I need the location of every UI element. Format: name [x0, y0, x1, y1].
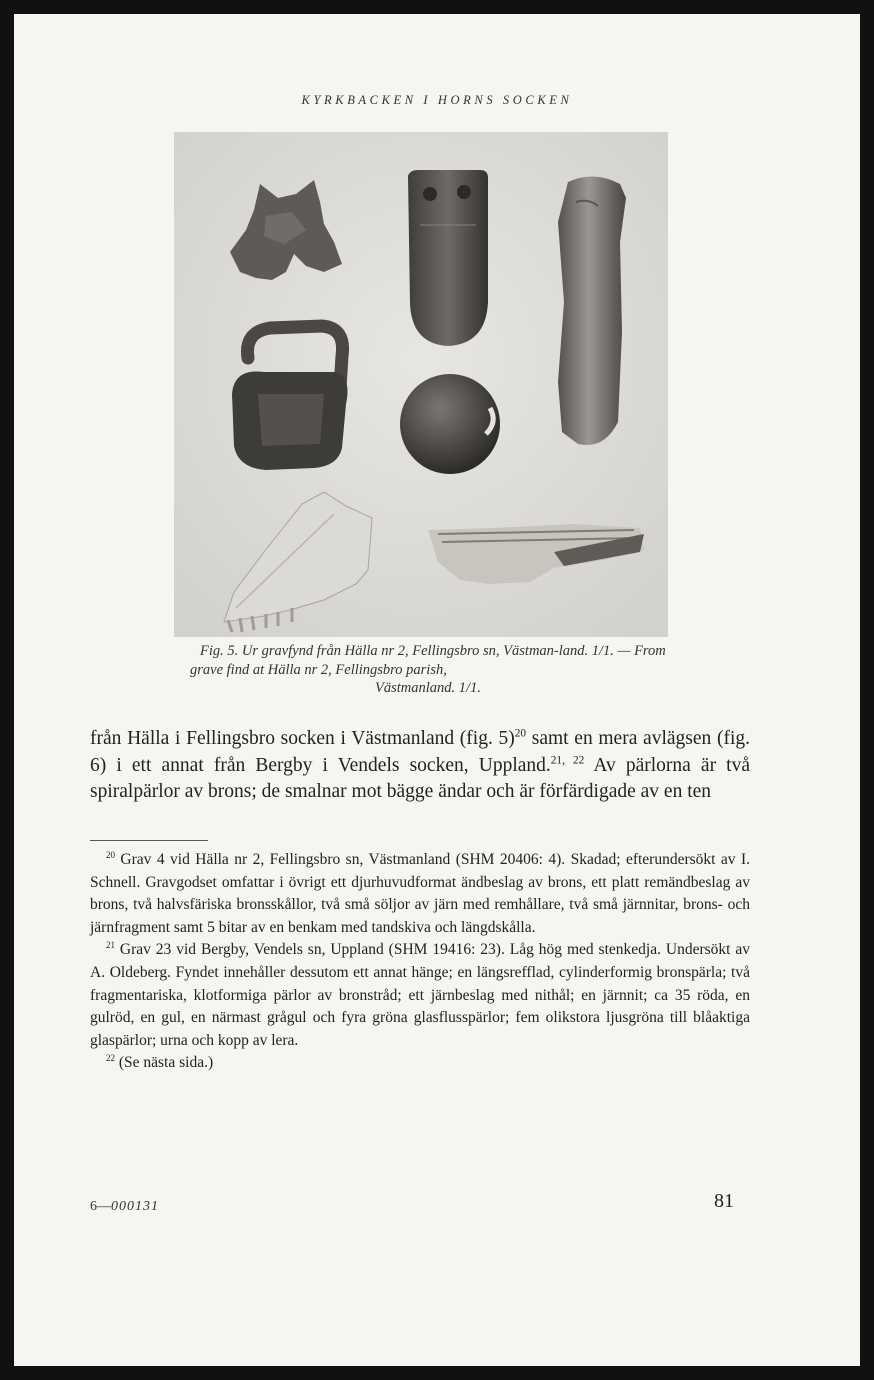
hemispherical-bronze-bowl-artifact [400, 374, 500, 474]
page-number: 81 [714, 1190, 734, 1212]
footnote-marker: 20 [106, 849, 115, 860]
footnote-text: Grav 23 vid Bergby, Vendels sn, Uppland (SHM 19416: 23). Låg hög med stenkedja. Undersökt av A. Oldeberg. Fyndet innehåller dessutom ett annat hänge; en längsrefflad, cylinderformig bronspärla; två fragmentariska, klotformiga pärlor av bronstråd; ett järnbeslag med nithål; en järnnit; ca 35 röda, en gulröd, en gul, en närmast grågul och fyra gröna glasflusspärlor; fem olikstora ljusgröna till blåaktiga glaspärlor; urna och kopp av lera. [90, 941, 750, 1049]
cylindrical-bronze-bead-artifact [558, 176, 626, 445]
running-head: KYRKBACKEN I HORNS SOCKEN [301, 93, 573, 107]
body-paragraph [90, 726, 750, 806]
footnote-22 [90, 1052, 750, 1075]
caption-swedish: Ur gravfynd från Hälla nr 2, Fellingsbro sn, Västman-land. 1/1. [241, 643, 614, 659]
signature-prefix: 6— [90, 1199, 111, 1214]
footnote-marker: 22 [106, 1053, 115, 1064]
footnote-text: Grav 4 vid Hälla nr 2, Fellingsbro sn, Västmanland (SHM 20406: 4). Skadad; efterundersökt av I. Schnell. Gravgodset omfattar i övrigt ett djurhuvudformat ändbeslag av brons, ett platt remändbeslag av brons, två halvsfäriska bronsskållor, två små söljor av järn med remhållare, två små järnnitar, brons- och järnfragment samt 5 bitar av en benkam med tandskiva och längdskålla. [90, 851, 750, 936]
footnote-ref-21-22[interactable]: 21, 22 [550, 754, 585, 766]
signature-code: 000131 [111, 1199, 159, 1214]
strap-end-fitting-artifact [408, 170, 488, 346]
figure-caption [190, 642, 666, 698]
footnote-text: (Se nästa sida.) [114, 1054, 214, 1072]
footnotes [90, 849, 750, 1075]
footnote-divider [90, 840, 208, 841]
figure-label: Fig. 5. [200, 643, 239, 659]
body-text-part: Av pärlorna är två spiralpärlor av brons; de smalnar mot bägge ändar och är förfärdigade av en ten [90, 754, 751, 802]
signature-mark [90, 1199, 159, 1215]
footnote-21 [90, 939, 750, 1052]
caption-english: — From grave find at Hälla nr 2, Fellingsbro parish, [190, 643, 666, 678]
footnote-20 [90, 849, 750, 939]
footnote-marker: 21 [106, 940, 115, 951]
artifact-photograph [174, 132, 668, 637]
caption-english-end: Västmanland. 1/1. [375, 680, 481, 696]
body-text-part: från Hälla i Fellingsbro socken i Västmanland (fig. 5) [90, 728, 515, 749]
body-text-part: samt en mera avlägsen (fig. 6) i ett annat från Bergby i Vendels socken, Uppland. [90, 728, 750, 776]
book-page [14, 14, 860, 1366]
footnote-ref-20[interactable]: 20 [514, 727, 527, 740]
